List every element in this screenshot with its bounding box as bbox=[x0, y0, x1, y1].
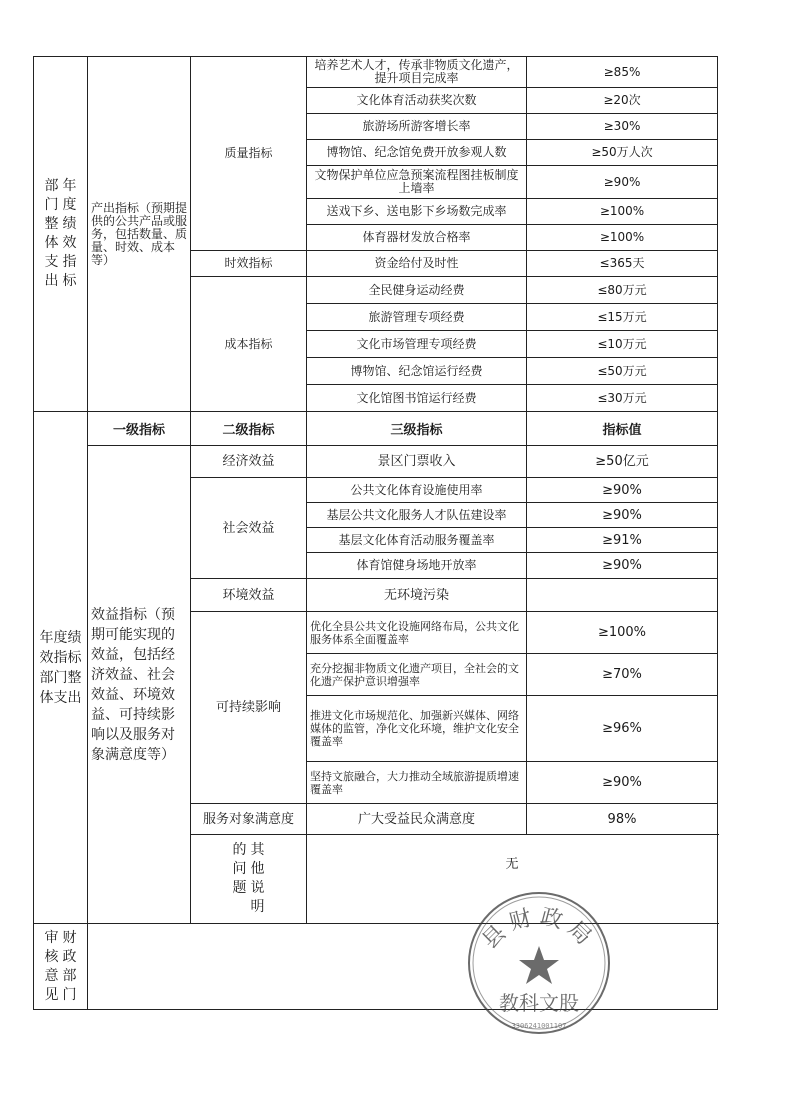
bottom-side-label: 年度绩效指标部门整体支出 bbox=[34, 412, 88, 924]
header-level2: 二级指标 bbox=[191, 412, 307, 446]
table-row-value: ≥96% bbox=[527, 696, 718, 762]
table-row-item: 文化市场管理专项经费 bbox=[307, 331, 527, 358]
table-row-item: 文化体育活动获奖次数 bbox=[307, 88, 527, 114]
other-label-left: 的问题 bbox=[232, 842, 247, 896]
table-row-item: 文化馆图书馆运行经费 bbox=[307, 385, 527, 412]
other-label bbox=[191, 835, 307, 924]
table-row-item: 文物保护单位应急预案流程图挂板制度上墙率 bbox=[307, 166, 527, 199]
table-row-value bbox=[527, 579, 718, 612]
group-cost: 成本指标 bbox=[191, 277, 307, 412]
table-row-item: 基层文化体育活动服务覆盖率 bbox=[307, 528, 527, 553]
header-level1: 一级指标 bbox=[88, 412, 191, 446]
table-row-value: ≤365天 bbox=[527, 251, 718, 277]
table-row-value: ≤10万元 bbox=[527, 331, 718, 358]
table-row-item: 旅游管理专项经费 bbox=[307, 304, 527, 331]
review-content bbox=[88, 924, 718, 1010]
table-row-item: 充分挖掘非物质文化遗产项目，全社会的文化遗产保护意识增强率 bbox=[307, 654, 527, 696]
table-row-value: ≥90% bbox=[527, 503, 718, 528]
other-label-right: 其他说明 bbox=[250, 842, 265, 915]
table-row-value: 98% bbox=[527, 804, 718, 835]
table-row-item: 送戏下乡、送电影下乡场数完成率 bbox=[307, 199, 527, 225]
review-label-right: 财政部门 bbox=[62, 929, 77, 1003]
group-quality: 质量指标 bbox=[191, 57, 307, 251]
table-row-value: ≤80万元 bbox=[527, 277, 718, 304]
group-timeliness: 时效指标 bbox=[191, 251, 307, 277]
table-row-value: ≥91% bbox=[527, 528, 718, 553]
top-side-label-left: 部门整体支出 bbox=[44, 178, 59, 289]
group-sustain: 可持续影响 bbox=[191, 612, 307, 804]
table-row-item: 旅游场所游客增长率 bbox=[307, 114, 527, 140]
table-row-value: ≥20次 bbox=[527, 88, 718, 114]
table-row-value: ≥50万人次 bbox=[527, 140, 718, 166]
table-row-item: 优化全县公共文化设施网络布局，公共文化服务体系全面覆盖率 bbox=[307, 612, 527, 654]
header-value: 指标值 bbox=[527, 412, 718, 446]
table-row-item: 培养艺术人才，传承非物质文化遗产，提升项目完成率 bbox=[307, 57, 527, 88]
table-row-item: 博物馆、纪念馆运行经费 bbox=[307, 358, 527, 385]
table-row-value: ≤15万元 bbox=[527, 304, 718, 331]
top-side-label bbox=[34, 57, 88, 412]
group-economic: 经济效益 bbox=[191, 446, 307, 478]
table-row-value: ≤50万元 bbox=[527, 358, 718, 385]
table-row-value: ≤30万元 bbox=[527, 385, 718, 412]
header-level3: 三级指标 bbox=[307, 412, 527, 446]
table-row-value: ≥100% bbox=[527, 199, 718, 225]
table-row-item: 博物馆、纪念馆免费开放参观人数 bbox=[307, 140, 527, 166]
table-row-value: ≥100% bbox=[527, 225, 718, 251]
table-row-value: ≥90% bbox=[527, 166, 718, 199]
group-satisfaction: 服务对象满意度 bbox=[191, 804, 307, 835]
table-row-item: 广大受益民众满意度 bbox=[307, 804, 527, 835]
top-side-label-right: 年度绩效指标 bbox=[62, 178, 77, 289]
seal-number: 3306241001107 bbox=[511, 1022, 567, 1030]
table-row-item: 公共文化体育设施使用率 bbox=[307, 478, 527, 503]
table-row-value: ≥90% bbox=[527, 553, 718, 579]
table-row-item: 资金给付及时性 bbox=[307, 251, 527, 277]
table-row-value: ≥90% bbox=[527, 478, 718, 503]
official-seal bbox=[464, 888, 614, 1038]
table-row-item: 推进文化市场规范化、加强新兴媒体、网络媒体的监管，净化文化环境，维护文化安全覆盖率 bbox=[307, 696, 527, 762]
table-row-item: 基层公共文化服务人才队伍建设率 bbox=[307, 503, 527, 528]
group-environment: 环境效益 bbox=[191, 579, 307, 612]
bottom-category: 效益指标（预期可能实现的效益，包括经济效益、社会效益、环境效益、可持续影响以及服务对象满意度等） bbox=[88, 446, 191, 924]
table-row-value: ≥85% bbox=[527, 57, 718, 88]
table-row-value: ≥50亿元 bbox=[527, 446, 718, 478]
table-row-item: 全民健身运动经费 bbox=[307, 277, 527, 304]
table-row-item: 景区门票收入 bbox=[307, 446, 527, 478]
seal-bottom-text: 教科文股 bbox=[499, 991, 579, 1015]
table-row-item: 体育器材发放合格率 bbox=[307, 225, 527, 251]
table-row-item: 体育馆健身场地开放率 bbox=[307, 553, 527, 579]
top-category: 产出指标（预期提供的公共产品或服务，包括数量、质量、时效、成本等） bbox=[88, 57, 191, 412]
table-row-value: ≥90% bbox=[527, 762, 718, 804]
table-row-item: 无环境污染 bbox=[307, 579, 527, 612]
other-content: 无 bbox=[307, 835, 718, 924]
seal-star-icon bbox=[519, 946, 559, 984]
review-label-left: 审核意见 bbox=[44, 929, 59, 1003]
table-row-item: 坚持文旅融合，大力推动全域旅游提质增速覆盖率 bbox=[307, 762, 527, 804]
seal-top-text: 县财政局 bbox=[477, 904, 601, 955]
performance-table bbox=[33, 56, 718, 1010]
review-label bbox=[34, 924, 88, 1010]
table-row-value: ≥100% bbox=[527, 612, 718, 654]
table-row-value: ≥70% bbox=[527, 654, 718, 696]
table-row-value: ≥30% bbox=[527, 114, 718, 140]
group-social: 社会效益 bbox=[191, 478, 307, 579]
